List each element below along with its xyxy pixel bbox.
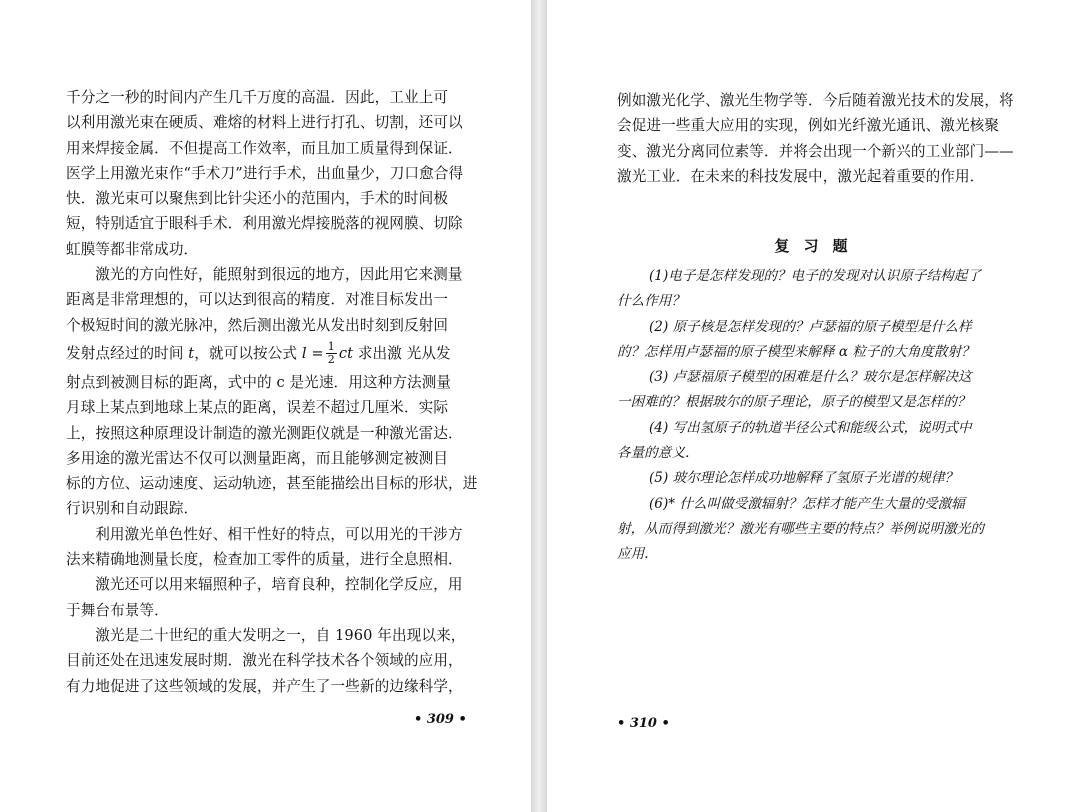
paragraph-line: 于舞台布景等． <box>66 601 169 619</box>
paragraph-line: 上，按照这种原理设计制造的激光测距仪就是一种激光雷达． <box>66 424 463 442</box>
left-page <box>0 0 531 812</box>
formula-var-t: t <box>188 344 195 362</box>
review-heading: 复习题 <box>774 237 862 255</box>
question-item: (5) 玻尔理论怎样成功地解释了氢原子光谱的规律？ <box>649 470 959 487</box>
paragraph-line: 用来焊接金属．不但提高工作效率，而且加工质量得到保证． <box>66 139 463 157</box>
paragraph-line: 激光是二十世纪的重大发明之一，自 1960 年出现以来， <box>95 626 466 644</box>
question-continuation: 的？怎样用卢瑟福的原子模型来解释 α 粒子的大角度散射？ <box>617 343 975 360</box>
question-item: (3) 卢瑟福原子模型的困难是什么？玻尔是怎样解决这 <box>649 369 972 386</box>
formula-rhs: ct <box>338 344 354 362</box>
formula-text-before: 发射点经过的时间 <box>66 344 189 362</box>
paragraph-line: 激光的方向性好，能照射到很远的地方，因此用它来测量 <box>95 266 463 284</box>
paragraph-line: 以利用激光束在硬质、难熔的材料上进行打孔、切割，还可以 <box>66 114 463 132</box>
paragraph-line: 法来精确地测量长度，检查加工零件的质量，进行全息照相． <box>66 551 463 569</box>
book-gutter <box>531 0 547 812</box>
paragraph-line: 快．激光束可以聚焦到比针尖还小的范围内，手术的时间极 <box>66 190 449 208</box>
formula-text-middle: ，就可以按公式 <box>194 344 302 362</box>
paragraph-line: 距离是非常理想的，可以达到很高的精度．对准目标发出一 <box>66 291 449 309</box>
fraction-numerator: 1 <box>327 340 335 354</box>
paragraph-line: 多用途的激光雷达不仅可以测量距离，而且能够测定被测目 <box>66 449 449 467</box>
question-item: (2) 原子核是怎样发现的？卢瑟福的原子模型是什么样 <box>649 318 972 335</box>
paragraph-line: 个极短时间的激光脉冲，然后测出激光从发出时刻到反射回 <box>66 316 449 334</box>
formula-text-after: 求出激 光从发 <box>353 344 451 362</box>
formula-lhs: l = <box>301 344 324 362</box>
fraction-denominator: 2 <box>327 353 335 367</box>
paragraph-line: 有力地促进了这些领域的发展，并产生了一些新的边缘科学， <box>66 677 463 695</box>
paragraph-line: 射点到被测目标的距离，式中的 c 是光速．用这种方法测量 <box>66 373 452 391</box>
paragraph-line: 行识别和自动跟踪． <box>66 500 199 518</box>
paragraph-line: 目前还处在迅速发展时期．激光在科学技术各个领域的应用， <box>66 652 463 670</box>
paragraph-line: 激光工业．在未来的科技发展中，激光起着重要的作用． <box>617 167 985 185</box>
paragraph-line: 变、激光分离同位素等．并将会出现一个新兴的工业部门—— <box>617 142 1014 160</box>
paragraph-line: 月球上某点到地球上某点的距离，误差不超过几厘米．实际 <box>66 399 449 417</box>
right-page <box>547 0 1080 812</box>
question-continuation: 各量的意义． <box>617 445 699 462</box>
paragraph-line: 例如激光化学、激光生物学等．今后随着激光技术的发展，将 <box>617 92 1014 109</box>
question-continuation: 射，从而得到激光？激光有哪些主要的特点？举例说明激光的 <box>617 520 985 537</box>
question-continuation: 一困难的？根据玻尔的原子理论，原子的模型又是怎样的？ <box>617 394 971 411</box>
question-item: (6)* 什么叫做受激辐射？怎样才能产生大量的受激辐 <box>649 495 965 512</box>
paragraph-line: 标的方位、运动速度、运动轨迹，甚至能描绘出目标的形状，进 <box>66 475 478 493</box>
paragraph-line: 医学上用激光束作“手术刀”进行手术，出血量少，刀口愈合得 <box>66 164 464 182</box>
paragraph-line: 千分之一秒的时间内产生几千万度的高温．因此，工业上可 <box>66 89 449 106</box>
paragraph-line: 虹膜等都非常成功． <box>66 240 199 258</box>
question-continuation: 应用． <box>617 546 658 563</box>
formula-line <box>66 338 466 370</box>
question-item: (4) 写出氢原子的轨道半径公式和能级公式，说明式中 <box>649 419 972 436</box>
formula-fraction <box>326 341 337 366</box>
paragraph-line: 激光还可以用来辐照种子，培育良种，控制化学反应，用 <box>95 576 463 594</box>
question-item: (1)电子是怎样发现的？电子的发现对认识原子结构起了 <box>649 268 981 284</box>
page-number-right: • 310 • <box>617 716 670 731</box>
paragraph-line: 短，特别适宜于眼科手术．利用激光焊接脱落的视网膜、切除 <box>66 215 463 233</box>
question-continuation: 什么作用？ <box>617 293 685 310</box>
paragraph-line: 会促进一些重大应用的实现，例如光纤激光通讯、激光核聚 <box>617 117 1000 135</box>
page-number-left: • 309 • <box>414 712 467 727</box>
paragraph-line: 利用激光单色性好、相干性好的特点，可以用光的干涉方 <box>95 525 463 543</box>
right-page-body <box>617 88 1019 189</box>
left-page-body <box>66 85 478 699</box>
review-questions <box>617 264 1019 568</box>
